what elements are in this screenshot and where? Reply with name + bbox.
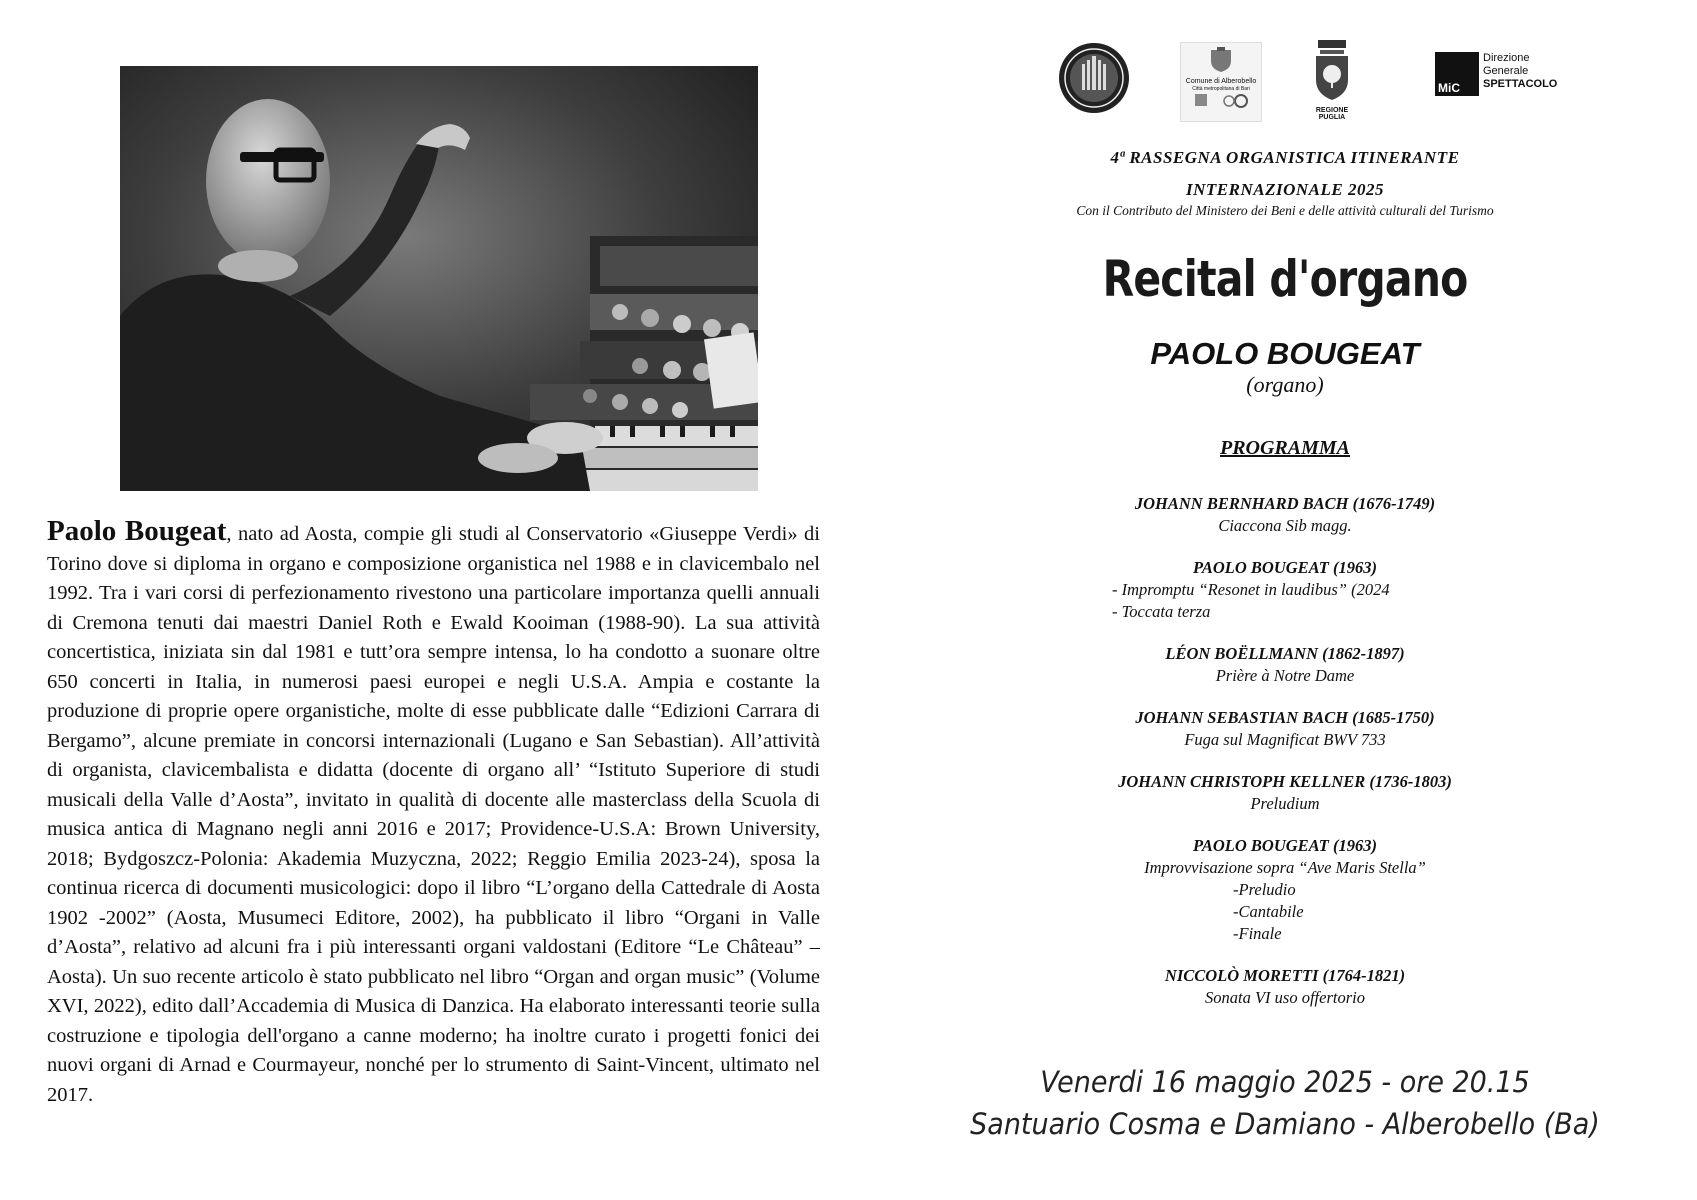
work: - Toccata terza [1112, 602, 1211, 621]
comune-logo [1180, 42, 1262, 122]
work: -Finale [1233, 924, 1282, 943]
programme-entry [1030, 557, 1540, 623]
festival-title-line2: INTERNAZIONALE 2025 [1186, 180, 1384, 199]
work: -Cantabile [1233, 902, 1304, 921]
mic-line3: SPETTACOLO [1483, 78, 1558, 90]
programme-list [1030, 493, 1540, 1029]
work: -Preludio [1233, 880, 1296, 899]
composer: PAOLO BOUGEAT (1963) [1193, 836, 1377, 855]
composer: NICCOLÒ MORETTI (1764-1821) [1164, 966, 1406, 985]
mic-mark-icon [1435, 52, 1479, 96]
organist-illustration [120, 66, 758, 491]
work: Ciaccona Sib magg. [1218, 516, 1352, 535]
comune-name: Comune di Alberobello [1185, 78, 1257, 85]
festival-title-line1: 4ª RASSEGNA ORGANISTICA ITINERANTE [1110, 148, 1460, 167]
bio-text: , nato ad Aosta, compie gli studi al Conservatorio «Giuseppe Verdi» di Torino dove si diploma in organo e composizione organistica nel 1988 e in clavicembalo nel 1992. Tra i vari corsi di perfezionamento rivestono una particolare importanza quelli annuali di Cremona tenuti dai maestri Daniel Roth e Ewald Kooiman (1988-90). La sua attività concertistica, iniziata sin dal 1981 e tutt’ora sempre intensa, lo ha condotto a suonare oltre 650 concerti in Italia, in numerosi paesi europei e negli U.S.A. Ampia e costante la produzione di proprie opere organistiche, molte di esse pubblicate dalle “Edizioni Carrara di Bergamo”, alcune premiate in concorsi internazionali (Lugano e San Sebastian). All’attività di organista, clavicembalista e didatta (docente di organo all’ “Istituto Superiore di studi musicali della Valle d’Aosta”, invitato in qualità di docente alle masterclass della Scuola di musica antica di Magnano negli anni 2016 e 2017; Providence-U.S.A: Brown University, 2018; Bydgoszcz-Polonia: Akademia Muzyczna, 2022; Reggio Emilia 2023-24), sposa la continua ricerca di documenti musicologici: dopo il libro “L’organo della Cattedrale di Aosta 1902 -2002” (Aosta, Musumeci Editore, 2002), ha pubblicato il libro “Organi in Valle d’Aosta”, relativo ad alcuni fra i più interessanti organi valdostani (Editore “Le Château” – Aosta). Un suo recente articolo è stato pubblicato nel libro “Organ and organ music” (Volume XVI, 2022), edito dall’Accademia di Musica di Danzica. Ha elaborato interessanti teorie sulla costruzione e tipologia dell'organo a canne moderno; ha inoltre curato i progetti fonici dei nuovi organi di Arnad e Courmayeur, nonché per lo strumento di Saint-Vincent, ultimato nel 2017. [47, 523, 820, 1106]
bio-name: Paolo Bougeat [47, 515, 227, 547]
composer: PAOLO BOUGEAT (1963) [1193, 558, 1377, 577]
programme-entry [1030, 493, 1540, 537]
regione-label: REGIONE PUGLIA [1315, 107, 1349, 121]
programme-entry [1030, 771, 1540, 815]
programme-entry [1030, 965, 1540, 1009]
event-venue: Santuario Cosma e Damiano - Alberobello (Ba) [970, 1107, 1600, 1141]
work: - Impromptu “Resonet in laudibus” (2024 [1112, 580, 1390, 599]
work: Improvvisazione sopra “Ave Maris Stella” [1144, 858, 1426, 877]
recital-title: Recital d'organo [1102, 250, 1468, 308]
mic-line1: Direzione [1483, 52, 1530, 64]
mic-line2: Generale [1483, 65, 1529, 77]
coat-of-arms-icon [1208, 47, 1234, 73]
organ-seal-icon [1058, 42, 1130, 114]
programme-entry [1030, 835, 1540, 945]
programme-entry [1030, 643, 1540, 687]
mic-abbr: MiC [1438, 81, 1460, 95]
composer: JOHANN BERNHARD BACH (1676-1749) [1134, 494, 1436, 513]
composer: JOHANN SEBASTIAN BACH (1685-1750) [1135, 708, 1435, 727]
regione-logo [1302, 40, 1362, 121]
sponsor-logos [1040, 40, 1600, 120]
seal-logo [1058, 42, 1130, 119]
regione-crest-icon [1312, 40, 1352, 102]
work: Preludium [1250, 794, 1320, 813]
event-date: Venerdi 16 maggio 2025 - ore 20.15 [1040, 1065, 1530, 1099]
work: Sonata VI uso offertorio [1205, 988, 1365, 1007]
composer: LÉON BOËLLMANN (1862-1897) [1165, 644, 1405, 663]
instrument-label: (organo) [1246, 372, 1324, 397]
performer-name: PAOLO BOUGEAT [1150, 336, 1420, 371]
work: Prière à Notre Dame [1215, 666, 1355, 685]
programme-entry [1030, 707, 1540, 751]
biography [47, 517, 820, 1110]
comune-sub: Città metropolitana di Bari [1192, 86, 1250, 92]
festival-subtitle: Con il Contributo del Ministero dei Beni e delle attività culturali del Turismo [1076, 203, 1494, 218]
composer: JOHANN CHRISTOPH KELLNER (1736-1803) [1118, 772, 1452, 791]
programme-title: PROGRAMMA [1219, 437, 1351, 459]
work: Fuga sul Magnificat BWV 733 [1184, 730, 1386, 749]
mic-logo [1435, 52, 1585, 102]
unesco-icon [1191, 92, 1251, 110]
performer-photo [120, 66, 758, 491]
